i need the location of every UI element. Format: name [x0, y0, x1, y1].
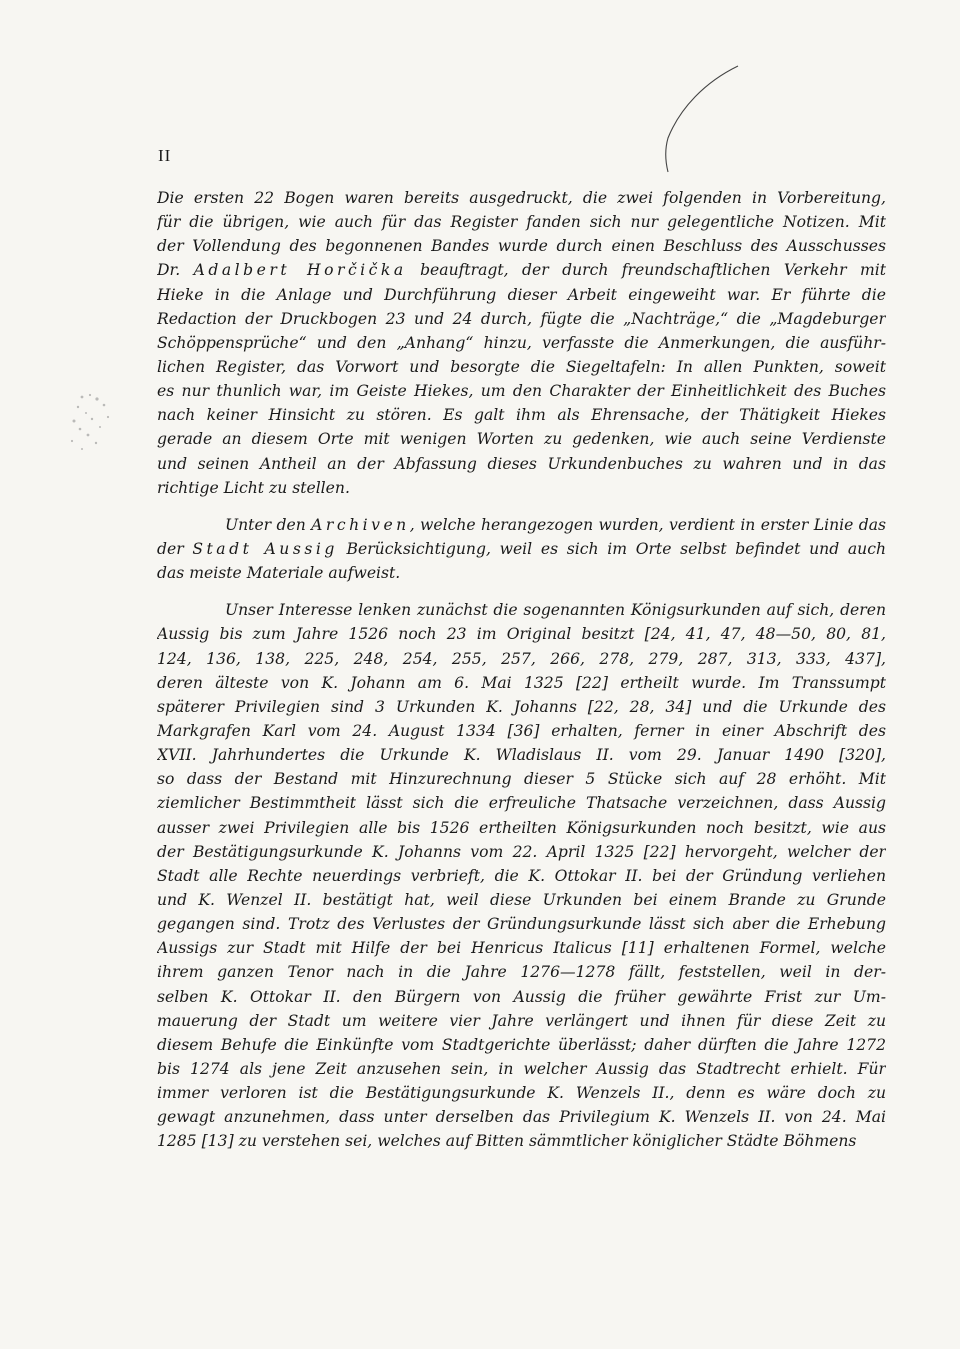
text-line: der Vollendung des begonnenen Bandes wurde durch einen Beschluss des Ausschusses — [157, 237, 886, 256]
text-line: XVII. Jahrhundertes die Urkunde K. Wladislaus II. vom 29. Januar 1490 [320], — [157, 746, 886, 765]
text-line: Schöppensprüche“ und den „Anhang“ hinzu, verfasste die Anmerkungen, die ausführ- — [157, 333, 886, 352]
text-line: Stadt alle Rechte neuerdings verbrieft, die K. Ottokar II. bei der Gründung verliehen — [157, 866, 886, 885]
pencil-mark — [650, 60, 750, 180]
text-line: diesem Behufe die Einkünfte vom Stadtgerichte überlässt; daher dürften die Jahre 1272 — [157, 1035, 886, 1054]
text-line: bis 1274 als jene Zeit anzusehen sein, in welcher Aussig das Stadtrecht erhielt. Für — [157, 1059, 886, 1078]
stamp-smudge — [62, 385, 142, 465]
body-text — [157, 186, 886, 1153]
text-line: Dr. Adalbert Horčička beauftragt, der durch freundschaftlichen Verkehr mit — [157, 261, 886, 280]
text-line: ihrem ganzen Tenor nach in die Jahre 1276—1278 fällt, feststellen, weil in der- — [157, 963, 886, 982]
text-line: 124, 136, 138, 225, 248, 254, 255, 257, 266, 278, 279, 287, 313, 333, 437], — [157, 649, 886, 668]
text-line: Unser Interesse lenken zunächst die sogenannten Königsurkunden auf sich, deren — [225, 601, 886, 620]
text-line: gewagt anzunehmen, dass unter derselben das Privilegium K. Wenzels II. von 24. Mai — [157, 1108, 886, 1127]
text-line: selben K. Ottokar II. den Bürgern von Aussig die früher gewährte Frist zur Um- — [157, 987, 886, 1006]
text-line: immer verloren ist die Bestätigungsurkunde K. Wenzels II., denn es wäre doch zu — [157, 1084, 886, 1103]
text-line: ausser zwei Privilegien alle bis 1526 ertheilten Königsurkunden noch besitzt, wie aus — [157, 818, 886, 837]
text-line: Unter den Archiven, welche herangezogen wurden, verdient in erster Linie das — [225, 515, 886, 534]
text-line: gerade an diesem Orte mit wenigen Worten zu gedenken, wie auch seine Verdienste — [157, 430, 886, 449]
text-line: der Bestätigungsurkunde K. Johanns vom 22. April 1325 [22] hervorgeht, welcher der — [157, 842, 886, 861]
text-line: 1285 [13] zu verstehen sei, welches auf Bitten sämmtlicher königlicher Städte Böhmens — [157, 1132, 857, 1151]
text-line: der Stadt Aussig Berücksichtigung, weil es sich im Orte selbst befindet und auch — [157, 539, 886, 558]
text-line: und seinen Antheil an der Abfassung dieses Urkundenbuches zu wahren und in das — [157, 454, 886, 473]
text-line: so dass der Bestand mit Hinzurechnung dieser 5 Stücke sich auf 28 erhöht. Mit — [157, 770, 886, 789]
text-line: Die ersten 22 Bogen waren bereits ausgedruckt, die zwei folgenden in Vorbereitung, — [157, 189, 886, 207]
text-line: gegangen sind. Trotz des Verlustes der Gründungsurkunde lässt sich aber die Erhebung — [157, 915, 886, 934]
text-line: nach keiner Hinsicht zu stören. Es galt ihm als Ehrensache, der Thätigkeit Hiekes — [157, 406, 886, 425]
text-line: lichen Register, das Vorwort und besorgte die Siegeltafeln: In allen Punkten, soweit — [157, 357, 886, 376]
text-line: und K. Wenzel II. bestätigt hat, weil diese Urkunden bei einem Brande zu Grunde — [157, 890, 886, 909]
text-line: Markgrafen Karl vom 24. August 1334 [36] erhalten, ferner in einer Abschrift des — [157, 721, 886, 740]
text-line: es nur thunlich war, im Geiste Hiekes, um den Charakter der Einheitlichkeit des Buches — [157, 382, 886, 401]
spaced-name: Stadt Aussig — [192, 539, 338, 558]
text-line: Aussig bis zum Jahre 1526 noch 23 im Original besitzt [24, 41, 47, 48—50, 80, 81, — [157, 625, 886, 644]
text-line: deren älteste von K. Johann am 6. Mai 1325 [22] ertheilt wurde. Im Transsumpt — [157, 673, 886, 692]
text-line: ziemlicher Bestimmtheit lässt sich die erfreuliche Thatsache verzeichnen, dass Aussig — [157, 794, 886, 813]
text-line: späterer Privilegien sind 3 Urkunden K. Johanns [22, 28, 34] und die Urkunde des — [157, 697, 886, 716]
text-line: Aussigs zur Stadt mit Hilfe der bei Henricus Italicus [11] erhaltenen Formel, welche — [157, 939, 886, 958]
text-line: für die übrigen, wie auch für das Register fanden sich nur gelegentliche Notizen. Mit — [157, 213, 886, 232]
text-line: das meiste Materiale aufweist. — [157, 564, 401, 583]
text-line: Hieke in die Anlage und Durchführung dieser Arbeit eingeweiht war. Er führte die — [157, 285, 886, 304]
spaced-name: Archiven — [311, 515, 410, 534]
paragraph-gap — [157, 585, 886, 598]
text-line: Redaction der Druckbogen 23 und 24 durch, fügte die „Nachträge,“ die „Magdeburger — [157, 309, 886, 328]
paragraph-gap — [157, 500, 886, 513]
text-line: mauerung der Stadt um weitere vier Jahre verlängert und ihnen für diese Zeit zu — [157, 1011, 886, 1030]
text-line: richtige Licht zu stellen. — [157, 478, 350, 497]
page-number: II — [158, 146, 172, 165]
spaced-name: Adalbert Horčička — [193, 261, 407, 280]
